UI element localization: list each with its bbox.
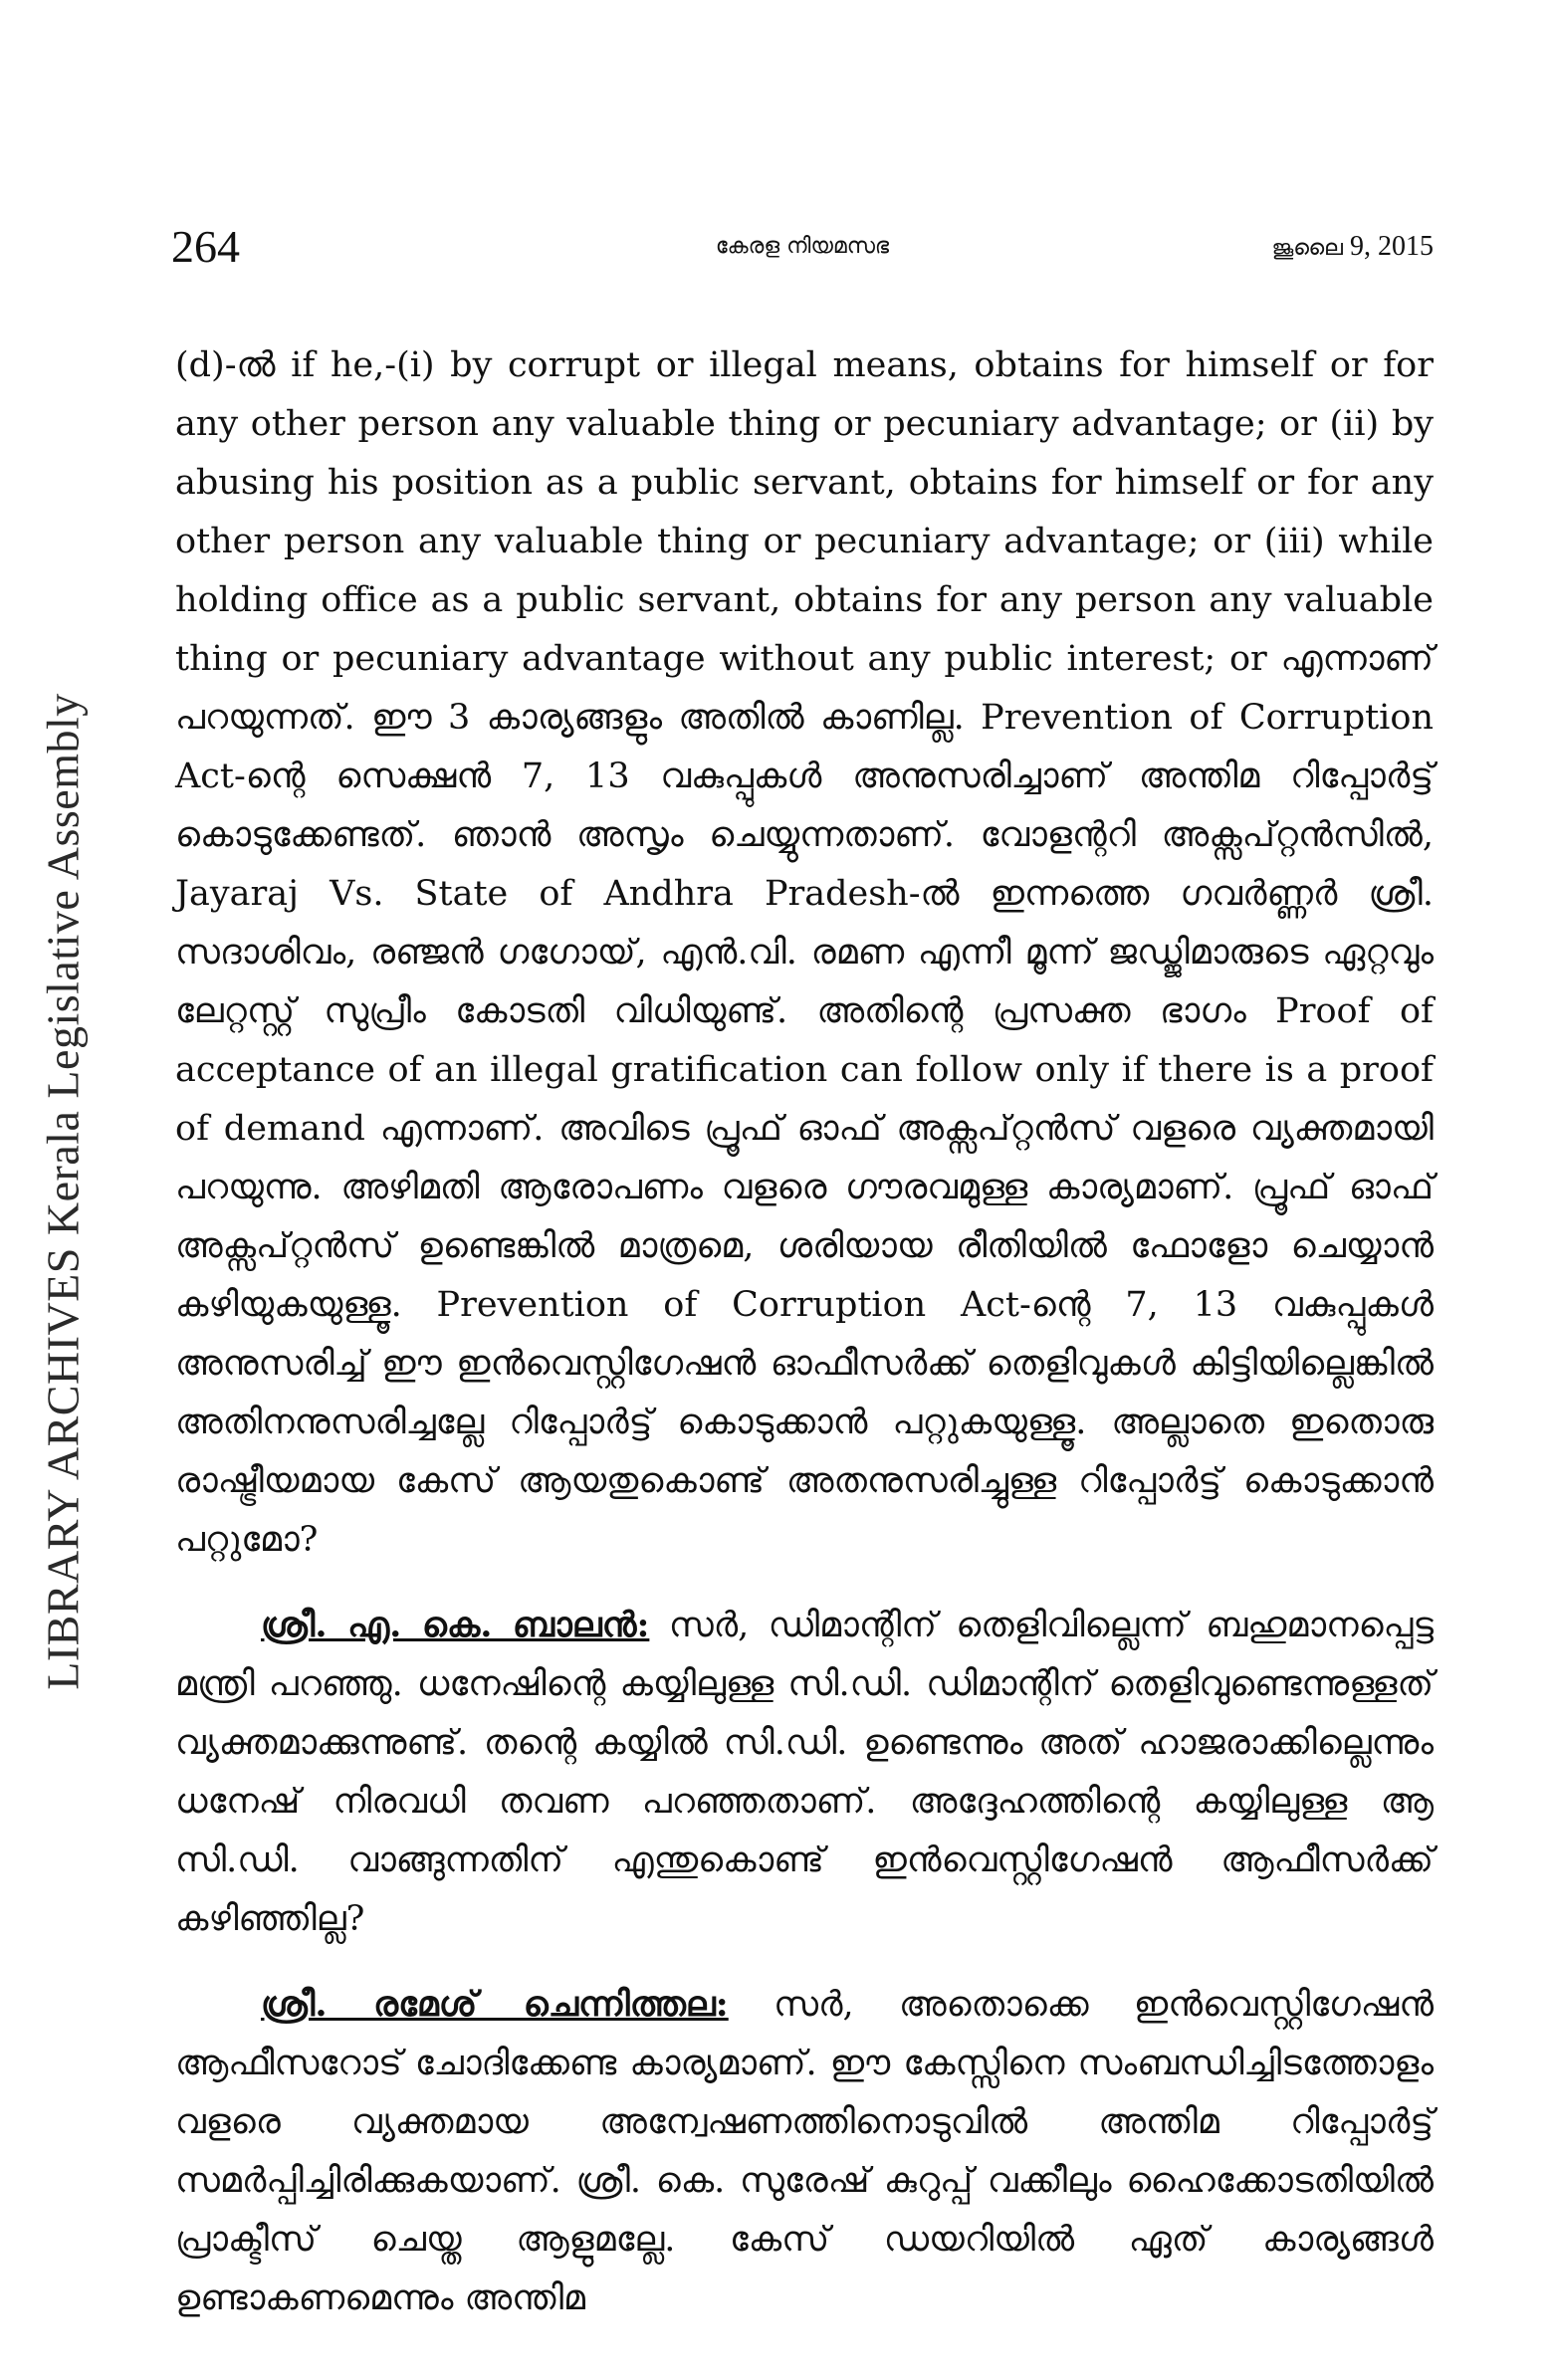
header-date-rest: 9, 2015: [1350, 231, 1434, 262]
paragraph-3: [175, 1975, 1434, 2328]
page-header: [171, 217, 1434, 277]
running-title: കേരള നിയമസഭ: [715, 234, 890, 259]
library-archives-watermark: [26, 649, 100, 1734]
speech-text-balan: സർ, ഡിമാന്റിന് തെളിവില്ലെന്ന് ബഹുമാനപ്പെട്ട മന്ത്രി പറഞ്ഞു. ധനേഷിന്റെ കയ്യിലുള്ള സി.ഡി. ഡിമാന്റിന് തെളിവുണ്ടെന്നുള്ളത് വ്യക്തമാക്കുന്നുണ്ട്. തന്റെ കയ്യിൽ സി.ഡി. ഉണ്ടെന്നും അത് ഹാജരാക്കില്ലെന്നും ധനേഷ് നിരവധി തവണ പറഞ്ഞതാണ്. അദ്ദേഹത്തിന്റെ കയ്യിലുള്ള ആ സി.ഡി. വാങ്ങുന്നതിന് എന്തുകൊണ്ട് ഇൻവെസ്റ്റിഗേഷൻ ആഫീസർക്ക് കഴിഞ്ഞില്ല?: [175, 1606, 1434, 1939]
document-body: [175, 336, 1434, 2318]
watermark-text: LIBRARY ARCHIVES Kerala Legislative Assembly: [37, 693, 89, 1690]
paragraph-2: [175, 1596, 1434, 1949]
header-date: [1271, 225, 1434, 271]
paragraph-1: (d)-ൽ if he,-(i) by corrupt or illegal means, obtains for himself or for any other person any valuable thing or pecuniary advantage; or (ii) by abusing his position as a public servant, obtains for himself or for any other person any valuable thing or pecuniary advantage; or (iii) while holding office as a public servant, obtains for any person any valuable thing or pecuniary advantage without any public interest; or എന്നാണ് പറയുന്നത്. ഈ 3 കാര്യങ്ങളും അതിൽ കാണില്ല. Prevention of Corruption Act-ന്റെ സെക്ഷൻ 7, 13 വകുപ്പുകൾ അനുസരിച്ചാണ് അന്തിമ റിപ്പോർട്ട് കൊടുക്കേണ്ടത്. ഞാൻ അസൃം ചെയ്യുന്നതാണ്. വോളന്ററി അക്സപ്റ്റൻസിൽ, Jayaraj Vs. State of Andhra Pradesh-ൽ ഇന്നത്തെ ഗവർണ്ണർ ശ്രീ. സദാശിവം, രഞ്ജൻ ഗഗോയ്, എൻ.വി. രമണ എന്നീ മൂന്ന് ജഡ്ജിമാരുടെ ഏറ്റവും ലേറ്റസ്റ്റ് സുപ്രീം കോടതി വിധിയുണ്ട്. അതിന്റെ പ്രസക്ത ഭാഗം Proof of acceptance of an illegal gratification can follow only if there is a proof of demand എന്നാണ്. അവിടെ പ്രൂഫ് ഓഫ് അക്സപ്റ്റൻസ് വളരെ വ്യക്തമായി പറയുന്നു. അഴിമതി ആരോപണം വളരെ ഗൗരവമുള്ള കാര്യമാണ്. പ്രൂഫ് ഓഫ് അക്സപ്റ്റൻസ് ഉണ്ടെങ്കിൽ മാത്രമെ, ശരിയായ രീതിയിൽ ഫോളോ ചെയ്യാൻ കഴിയുകയുള്ളൂ. Prevention of Corruption Act-ന്റെ 7, 13 വകുപ്പുകൾ അനുസരിച്ച് ഈ ഇൻവെസ്റ്റിഗേഷൻ ഓഫീസർക്ക് തെളിവുകൾ കിട്ടിയില്ലെങ്കിൽ അതിനനുസരിച്ചല്ലേ റിപ്പോർട്ട് കൊടുക്കാൻ പറ്റുകയുള്ളൂ. അല്ലാതെ ഇതൊരു രാഷ്ട്രീയമായ കേസ് ആയതുകൊണ്ട് അതനുസരിച്ചുള്ള റിപ്പോർട്ട് കൊടുക്കാൻ പറ്റുമോ?: [175, 345, 1434, 1560]
speaker-name-chennithala: ശ്രീ. രമേശ് ചെന്നിത്തല:: [261, 1984, 729, 2025]
header-date-month: ജൂലൈ: [1271, 236, 1343, 261]
speaker-name-balan: ശ്രീ. എ. കെ. ബാലൻ:: [261, 1605, 650, 1645]
speech-text-chennithala: സർ, അതൊക്കെ ഇൻവെസ്റ്റിഗേഷൻ ആഫീസറോട് ചോദിക്കേണ്ട കാര്യമാണ്. ഈ കേസ്സിനെ സംബന്ധിച്ചിടത്തോളം വളരെ വ്യക്തമായ അന്വേഷണത്തിനൊടുവിൽ അന്തിമ റിപ്പോർട്ട് സമർപ്പിച്ചിരിക്കുകയാണ്. ശ്രീ. കെ. സുരേഷ് കുറുപ്പ് വക്കീലും ഹൈക്കോടതിയിൽ പ്രാക്ടീസ് ചെയ്ത ആളുമല്ലേ. കേസ് ഡയറിയിൽ ഏത് കാര്യങ്ങൾ ഉണ്ടാകണമെന്നും അന്തിമ: [175, 1985, 1434, 2318]
page-number: 264: [171, 221, 240, 272]
